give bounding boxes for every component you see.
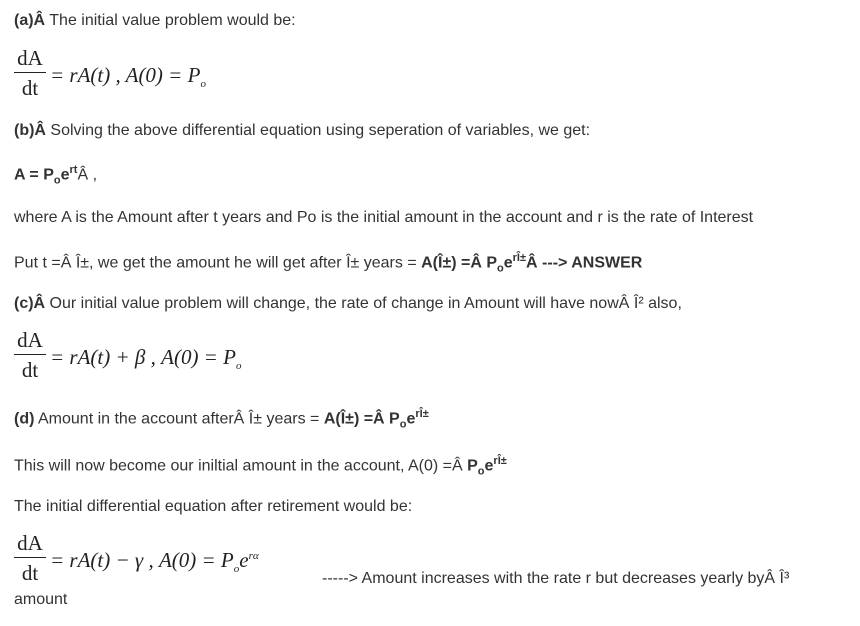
retirement-note: -----> Amount increases with the rate r but decreases yearly byÂ Î³	[322, 570, 790, 587]
fraction-bar	[14, 557, 46, 558]
put-line-prefix: Put t =Â Î±, we get the amount he will get after Î± years =	[14, 254, 422, 272]
part-b-text: Solving the above differential equation using seperation of variables, we get:	[45, 122, 591, 139]
fraction-denominator: dt	[21, 76, 39, 100]
new-initial-e: e	[484, 457, 494, 475]
answer-e: e	[503, 254, 513, 272]
equation-rhs-text: = rA(t) − γ , A(0) = P	[50, 548, 234, 572]
where-line: where A is the Amount after t years and Po is the initial amount in the account and r is the rate of Interest	[14, 209, 754, 226]
equation-rhs-text: = rA(t) + β , A(0) = P	[50, 345, 236, 369]
new-initial-p: P	[467, 457, 478, 475]
part-a-equation-rhs	[50, 63, 206, 90]
answer-label: Â ---> ANSWER	[526, 254, 643, 272]
answer-exponent: rÎ±	[512, 252, 527, 264]
solution-subscript: o	[53, 174, 61, 187]
new-initial-subscript: o	[477, 465, 485, 478]
part-d-derivative	[14, 531, 46, 585]
fraction-bar	[14, 72, 46, 73]
fraction-numerator: dA	[17, 328, 43, 352]
part-d-text: Amount in the account afterÂ Î± years =	[34, 410, 324, 428]
answer-lhs: A(Î±) =Â P	[421, 254, 498, 272]
fraction-bar	[14, 354, 46, 355]
retirement-note-continued: amount	[14, 591, 68, 608]
fraction-numerator: dA	[17, 531, 43, 555]
part-a-heading	[14, 12, 296, 30]
part-c-heading	[14, 295, 682, 313]
part-c-equation-rhs	[50, 345, 241, 372]
equation-rhs-subscript: o	[233, 563, 240, 576]
part-d-value-subscript: o	[399, 418, 407, 431]
equation-rhs-subscript: o	[200, 78, 206, 91]
solution-lhs: A = P	[14, 166, 54, 184]
part-b-label: (b)Â	[14, 122, 46, 139]
solution-exponent: rt	[69, 164, 78, 176]
part-d-equation-rhs	[50, 548, 259, 575]
put-line	[14, 252, 642, 275]
fraction-denominator: dt	[21, 561, 39, 585]
new-initial-line	[14, 455, 507, 478]
after-retirement-line: The initial differential equation after retirement would be:	[14, 498, 413, 515]
new-initial-exponent: rÎ±	[493, 455, 507, 467]
equation-rhs-text: = rA(t) , A(0) = P	[50, 63, 201, 87]
part-d-value-exponent: rÎ±	[415, 408, 429, 420]
part-d-value-lhs: A(Î±) =Â P	[323, 410, 400, 428]
answer-subscript: o	[497, 262, 504, 275]
solution-tail: Â ,	[77, 166, 98, 184]
part-a-derivative	[14, 46, 46, 100]
fraction-denominator: dt	[21, 358, 39, 382]
part-a-label: (a)Â	[14, 12, 46, 29]
equation-rhs-e: e	[239, 548, 249, 572]
equation-rhs-subscript: o	[235, 360, 242, 373]
solution-e: e	[60, 166, 70, 184]
part-c-text: Our initial value problem will change, the rate of change in Amount will have nowÂ Î² also,	[45, 295, 682, 312]
new-initial-prefix: This will now become our iniltial amount in the account, A(0) =Â	[14, 457, 468, 475]
part-a-text: The initial value problem would be:	[45, 12, 296, 29]
part-d-value-e: e	[406, 410, 416, 428]
part-d-heading	[14, 408, 429, 431]
part-b-heading	[14, 122, 590, 140]
part-d-label: (d)	[14, 410, 35, 428]
part-c-derivative	[14, 328, 46, 382]
equation-rhs-exponent: rα	[248, 550, 259, 562]
part-b-solution	[14, 164, 97, 187]
part-c-label: (c)Â	[14, 295, 46, 312]
fraction-numerator: dA	[17, 46, 43, 70]
